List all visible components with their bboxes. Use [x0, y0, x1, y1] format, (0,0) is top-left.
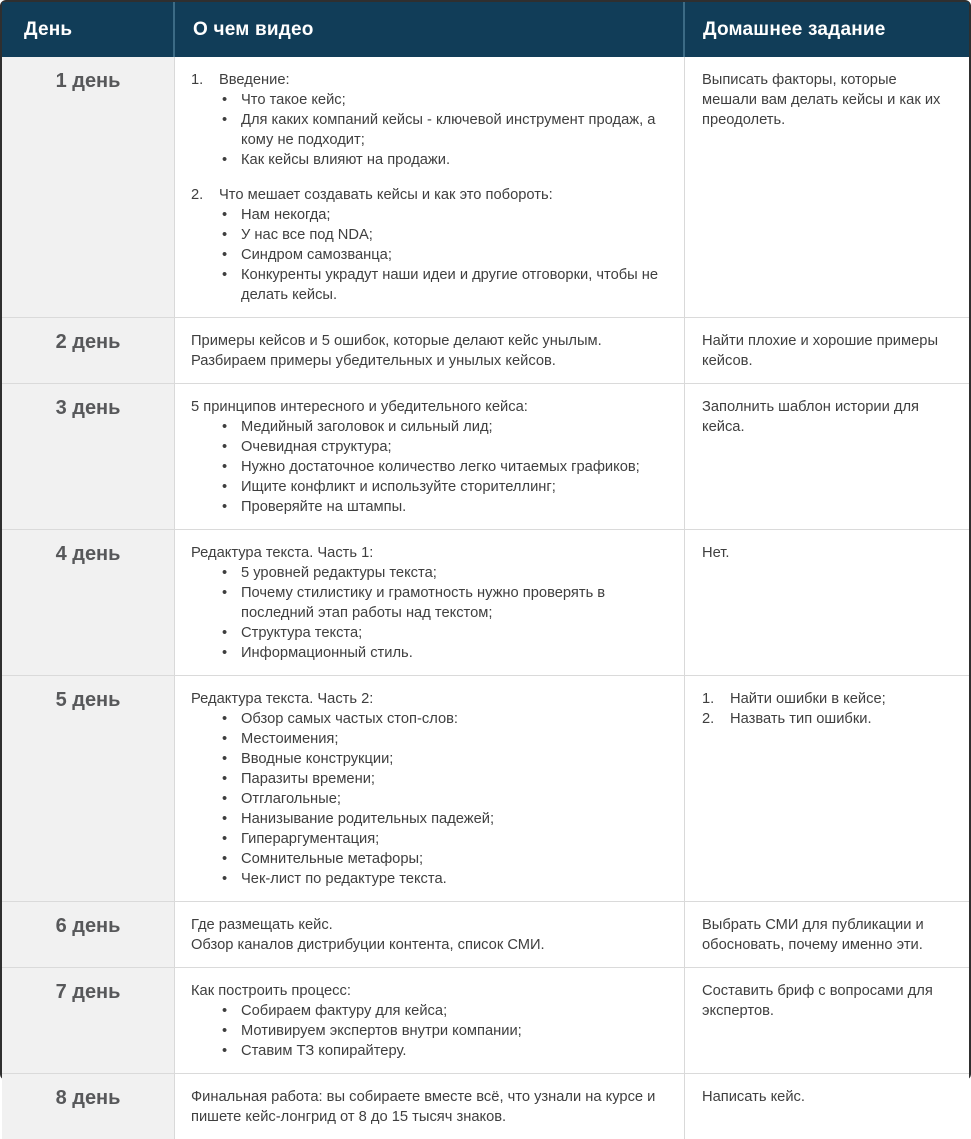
video-topic-cell	[175, 530, 685, 675]
list-item-text: Отглагольные;	[241, 791, 341, 807]
bullet-list-item	[222, 789, 664, 809]
day-cell	[2, 57, 175, 317]
list-item-text: Назвать тип ошибки.	[730, 711, 872, 727]
homework-cell	[685, 384, 969, 529]
bullet-list-item	[222, 623, 664, 643]
paragraph: 5 принципов интересного и убедительного кейса:	[191, 399, 528, 415]
bullet-list-item	[222, 417, 664, 437]
bullet-marker: •	[222, 1043, 228, 1059]
day-label: 5 день	[55, 689, 121, 711]
table-row	[2, 317, 969, 383]
bullet-list-item	[222, 709, 664, 729]
bullet-list-item	[222, 729, 664, 749]
list-item-text: Местоимения;	[241, 731, 339, 747]
bullet-marker: •	[222, 731, 228, 747]
list-item-text: Гипераргументация;	[241, 831, 380, 847]
paragraph: Примеры кейсов и 5 ошибок, которые делают кейс унылым.	[191, 333, 602, 349]
list-item-text: Проверяйте на штампы.	[241, 499, 407, 515]
bullet-list-item	[222, 497, 664, 517]
day-cell	[2, 384, 175, 529]
bullet-marker: •	[222, 92, 228, 108]
day-cell	[2, 318, 175, 383]
bullet-list-item	[222, 1041, 664, 1061]
list-item-text: Собираем фактуру для кейса;	[241, 1003, 448, 1019]
homework-cell	[685, 530, 969, 675]
bullet-marker: •	[222, 1003, 228, 1019]
day-label: 3 день	[55, 397, 121, 419]
bullet-marker: •	[222, 499, 228, 515]
table-row	[2, 967, 969, 1073]
bullet-marker: •	[222, 227, 228, 243]
list-item-text: Для каких компаний кейсы - ключевой инструмент продаж, а кому не подходит;	[241, 112, 656, 148]
table-row	[2, 1073, 969, 1139]
table-row	[2, 529, 969, 675]
bullet-marker: •	[222, 267, 228, 283]
paragraph: Выбрать СМИ для публикации и обосновать, почему именно эти.	[702, 917, 924, 953]
bullet-marker: •	[222, 771, 228, 787]
day-label: 8 день	[55, 1087, 121, 1109]
list-number: 2.	[191, 187, 204, 203]
list-item-text: Обзор самых частых стоп-слов:	[241, 711, 459, 727]
bullet-list-item	[222, 205, 664, 225]
day-cell	[2, 902, 175, 967]
list-item-text: Очевидная структура;	[241, 439, 392, 455]
bullet-list-item	[222, 829, 664, 849]
video-topic-cell	[175, 57, 685, 317]
homework-cell	[685, 57, 969, 317]
bullet-marker: •	[222, 711, 228, 727]
bullet-marker: •	[222, 871, 228, 887]
list-number: 1.	[702, 691, 715, 707]
table-row	[2, 383, 969, 529]
bullet-list-item	[222, 437, 664, 457]
homework-cell	[685, 902, 969, 967]
list-item-text: Информационный стиль.	[241, 645, 413, 661]
video-topic-cell	[175, 384, 685, 529]
bullet-list-item	[222, 749, 664, 769]
list-item-text: Ищите конфликт и используйте сторителлинг;	[241, 479, 556, 495]
bullet-list-item	[222, 563, 664, 583]
bullet-marker: •	[222, 439, 228, 455]
paragraph: Разбираем примеры убедительных и унылых кейсов.	[191, 353, 556, 369]
day-label: 2 день	[55, 331, 121, 353]
paragraph: Редактура текста. Часть 1:	[191, 545, 374, 561]
bullet-marker: •	[222, 152, 228, 168]
bullet-marker: •	[222, 207, 228, 223]
table-row	[2, 901, 969, 967]
table-row	[2, 57, 969, 317]
homework-cell	[685, 968, 969, 1073]
homework-cell	[685, 1074, 969, 1139]
list-item-text: Медийный заголовок и сильный лид;	[241, 419, 493, 435]
list-item-text: Нанизывание родительных падежей;	[241, 811, 495, 827]
bullet-list-item	[222, 90, 664, 110]
paragraph: Как построить процесс:	[191, 983, 351, 999]
bullet-list-item	[222, 457, 664, 477]
list-item-text: Что такое кейс;	[241, 92, 346, 108]
bullet-marker: •	[222, 851, 228, 867]
video-topic-cell	[175, 968, 685, 1073]
list-item-text: 5 уровней редактуры текста;	[241, 565, 437, 581]
bullet-list-item	[222, 265, 664, 305]
bullet-list-item	[222, 809, 664, 829]
paragraph: Обзор каналов дистрибуции контента, список СМИ.	[191, 937, 545, 953]
header-cell-video-topic: О чем видео	[175, 2, 685, 57]
list-number: 2.	[702, 711, 715, 727]
paragraph: Нет.	[702, 545, 730, 561]
video-topic-cell	[175, 318, 685, 383]
list-item-text: Мотивируем экспертов внутри компании;	[241, 1023, 522, 1039]
bullet-marker: •	[222, 112, 228, 128]
list-item-text: Чек-лист по редактуре текста.	[241, 871, 447, 887]
bullet-list-item	[222, 869, 664, 889]
list-item-text: Структура текста;	[241, 625, 363, 641]
bullet-marker: •	[222, 459, 228, 475]
paragraph: Редактура текста. Часть 2:	[191, 691, 374, 707]
day-label: 4 день	[55, 543, 121, 565]
video-topic-cell	[175, 902, 685, 967]
paragraph: Выписать факторы, которые мешали вам делать кейсы и как их преодолеть.	[702, 72, 941, 128]
bullet-list-item	[222, 477, 664, 497]
bullet-list-item	[222, 110, 664, 150]
paragraph: Заполнить шаблон истории для кейса.	[702, 399, 920, 435]
bullet-marker: •	[222, 479, 228, 495]
video-topic-cell	[175, 676, 685, 901]
numbered-list-item	[191, 185, 664, 205]
bullet-marker: •	[222, 645, 228, 661]
day-label: 1 день	[55, 70, 121, 92]
bullet-list-item	[222, 225, 664, 245]
table-row	[2, 675, 969, 901]
bullet-marker: •	[222, 419, 228, 435]
list-item-text: Нужно достаточное количество легко читаемых графиков;	[241, 459, 640, 475]
bullet-list-item	[222, 643, 664, 663]
bullet-list-item	[222, 769, 664, 789]
day-cell	[2, 1074, 175, 1139]
header-cell-day: День	[2, 2, 175, 57]
bullet-marker: •	[222, 585, 228, 601]
homework-cell	[685, 676, 969, 901]
list-gap	[191, 170, 664, 185]
bullet-list-item	[222, 1021, 664, 1041]
list-item-text: Почему стилистику и грамотность нужно проверять в последний этап работы над текстом;	[241, 585, 606, 621]
list-item-text: Конкуренты украдут наши идеи и другие отговорки, чтобы не делать кейсы.	[241, 267, 659, 303]
day-cell	[2, 676, 175, 901]
day-label: 7 день	[55, 981, 121, 1003]
list-item-text: Что мешает создавать кейсы и как это побороть:	[219, 187, 553, 203]
bullet-marker: •	[222, 791, 228, 807]
list-number: 1.	[191, 72, 204, 88]
list-item-text: Сомнительные метафоры;	[241, 851, 424, 867]
homework-cell	[685, 318, 969, 383]
numbered-list-item	[191, 70, 664, 90]
bullet-list-item	[222, 1001, 664, 1021]
list-item-text: У нас все под NDA;	[241, 227, 373, 243]
day-label: 6 день	[55, 915, 121, 937]
numbered-list-item	[702, 689, 953, 709]
bullet-marker: •	[222, 831, 228, 847]
bullet-list-item	[222, 849, 664, 869]
paragraph: Написать кейс.	[702, 1089, 805, 1105]
bullet-marker: •	[222, 247, 228, 263]
paragraph: Финальная работа: вы собираете вместе всё, что узнали на курсе и пишете кейс-лонгрид от 8 до 15 тысяч знаков.	[191, 1089, 656, 1125]
bullet-list-item	[222, 245, 664, 265]
bullet-marker: •	[222, 1023, 228, 1039]
list-item-text: Как кейсы влияют на продажи.	[241, 152, 451, 168]
list-item-text: Паразиты времени;	[241, 771, 376, 787]
day-cell	[2, 968, 175, 1073]
list-item-text: Введение:	[219, 72, 290, 88]
list-item-text: Ставим ТЗ копирайтеру.	[241, 1043, 407, 1059]
header-cell-homework: Домашнее задание	[703, 18, 886, 40]
bullet-marker: •	[222, 625, 228, 641]
bullet-list-item	[222, 583, 664, 623]
day-cell	[2, 530, 175, 675]
bullet-marker: •	[222, 565, 228, 581]
table-body	[2, 57, 969, 1139]
numbered-list-item	[702, 709, 953, 729]
paragraph: Найти плохие и хорошие примеры кейсов.	[702, 333, 939, 369]
video-topic-cell	[175, 1074, 685, 1139]
bullet-marker: •	[222, 811, 228, 827]
bullet-list-item	[222, 150, 664, 170]
list-item-text: Найти ошибки в кейсе;	[730, 691, 886, 707]
paragraph: Где размещать кейс.	[191, 917, 333, 933]
list-item-text: Синдром самозванца;	[241, 247, 392, 263]
table-header-row	[2, 2, 969, 57]
paragraph: Составить бриф с вопросами для экспертов.	[702, 983, 933, 1019]
list-item-text: Вводные конструкции;	[241, 751, 394, 767]
bullet-marker: •	[222, 751, 228, 767]
list-item-text: Нам некогда;	[241, 207, 331, 223]
